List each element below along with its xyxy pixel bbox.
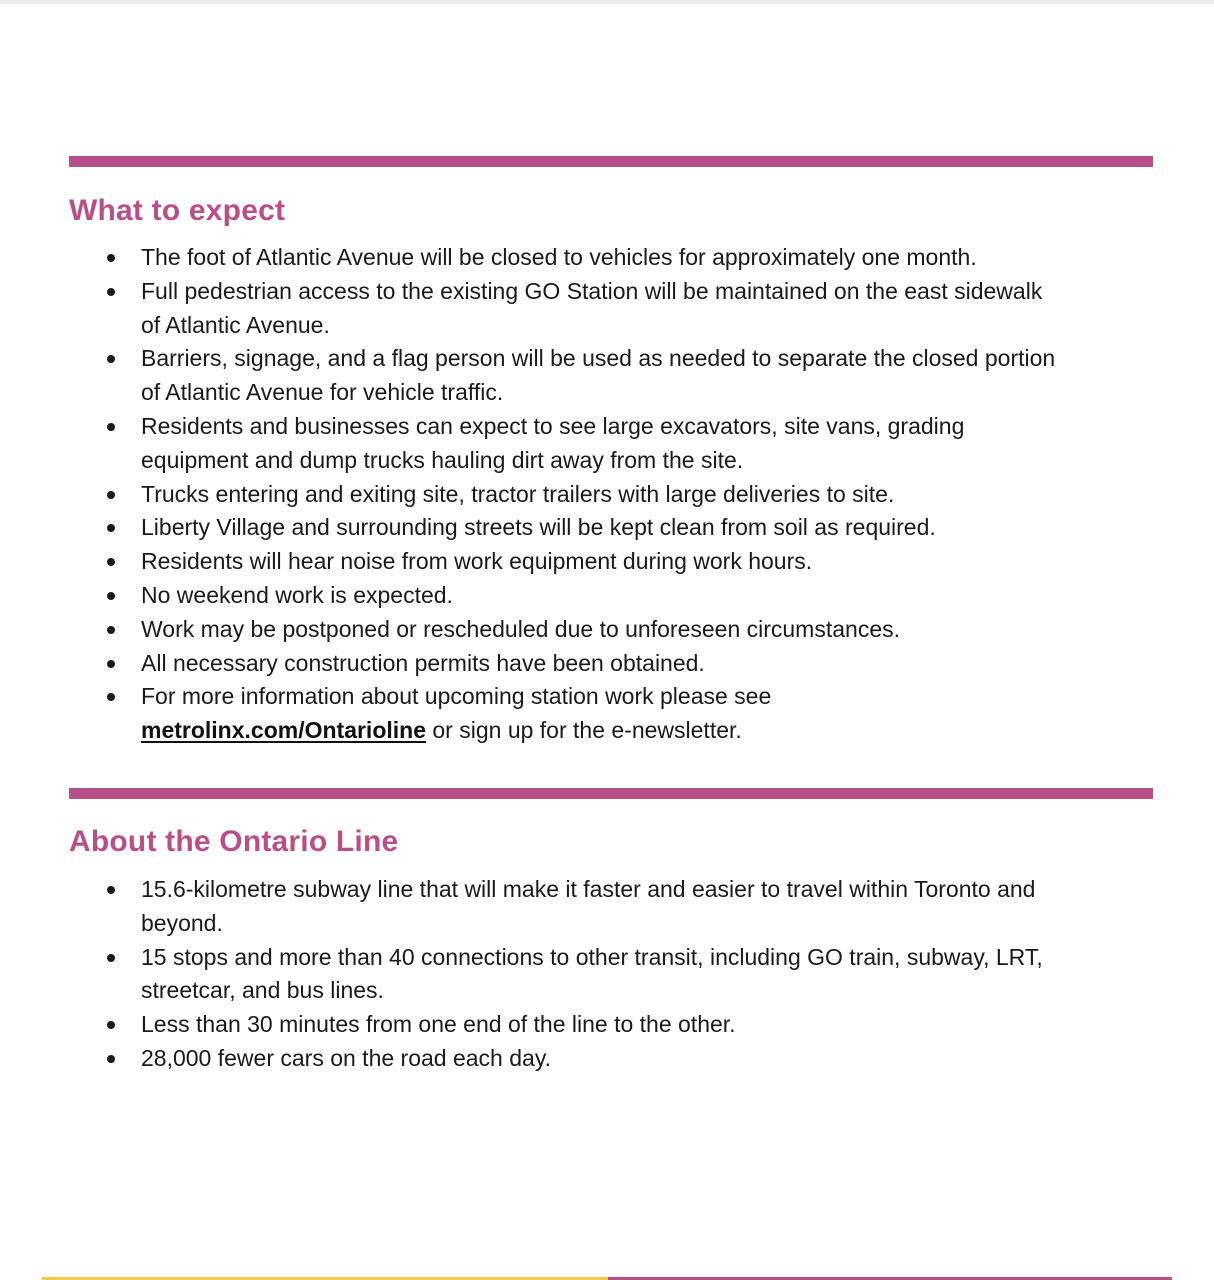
list-item-text: 15 stops and more than 40 connections to other transit, including GO train, subway, LRT, streetcar, and bus lines. bbox=[141, 943, 1043, 1004]
bullet-icon bbox=[107, 423, 115, 431]
more-info-suffix: or sign up for the e-newsletter. bbox=[426, 717, 742, 744]
top-edge-divider bbox=[0, 0, 1214, 4]
list-item-more-info bbox=[0, 680, 1061, 748]
section-heading-what-to-expect: What to expect bbox=[69, 194, 286, 227]
list-item-text: Residents and businesses can expect to see large excavators, site vans, grading equipment and dump trucks hauling dirt away from the site. bbox=[141, 412, 965, 473]
bullet-icon bbox=[107, 491, 115, 499]
list-item bbox=[0, 941, 1061, 1009]
bullet-icon bbox=[107, 1021, 115, 1029]
list-item bbox=[0, 342, 1061, 410]
ontario-line-link[interactable]: metrolinx.com/Ontarioline bbox=[141, 717, 426, 744]
list-item-text: Barriers, signage, and a flag person will be used as needed to separate the closed portion of Atlantic Avenue for vehicle traffic. bbox=[141, 345, 1056, 406]
bullet-icon bbox=[107, 558, 115, 566]
bullet-icon bbox=[107, 355, 115, 363]
list-item bbox=[0, 873, 1061, 941]
list-item-text: Liberty Village and surrounding streets will be kept clean from soil as required. bbox=[141, 514, 936, 541]
bullet-icon bbox=[107, 524, 115, 532]
list-item-text: Less than 30 minutes from one end of the line to the other. bbox=[141, 1011, 736, 1038]
bullet-icon bbox=[107, 626, 115, 634]
list-item bbox=[0, 545, 1061, 579]
bullet-icon bbox=[107, 886, 115, 894]
list-item bbox=[0, 1042, 1061, 1076]
list-item bbox=[0, 1008, 1061, 1042]
what-to-expect-list bbox=[0, 241, 1214, 748]
list-item-text: Full pedestrian access to the existing GO Station will be maintained on the east sidewalk of Atlantic Avenue. bbox=[141, 277, 1043, 338]
list-item-text: Trucks entering and exiting site, tractor trailers with large deliveries to site. bbox=[141, 480, 895, 507]
list-item bbox=[0, 579, 1061, 613]
bullet-icon bbox=[107, 288, 115, 296]
list-item bbox=[0, 241, 1061, 275]
bullet-icon bbox=[107, 1055, 115, 1063]
about-ontario-line-list bbox=[0, 873, 1214, 1076]
list-item-text: Residents will hear noise from work equipment during work hours. bbox=[141, 548, 813, 575]
list-item-text: All necessary construction permits have been obtained. bbox=[141, 649, 705, 676]
bullet-icon bbox=[107, 660, 115, 668]
list-item-text: The foot of Atlantic Avenue will be closed to vehicles for approximately one month. bbox=[141, 244, 977, 270]
section-divider-about bbox=[69, 788, 1153, 799]
list-item bbox=[0, 647, 1061, 681]
section-heading-about-ontario-line: About the Ontario Line bbox=[69, 825, 399, 858]
list-item-text: Work may be postponed or rescheduled due to unforeseen circumstances. bbox=[141, 615, 900, 642]
list-item bbox=[0, 275, 1061, 343]
list-item bbox=[0, 478, 1061, 512]
list-item-text: 28,000 fewer cars on the road each day. bbox=[141, 1044, 552, 1071]
bullet-icon bbox=[107, 693, 115, 701]
section-divider-what-to-expect bbox=[69, 156, 1153, 167]
bullet-icon bbox=[107, 954, 115, 962]
list-item bbox=[0, 511, 1061, 545]
more-info-prefix: For more information about upcoming station work please see bbox=[141, 683, 772, 710]
bullet-icon bbox=[107, 592, 115, 600]
list-item-text: No weekend work is expected. bbox=[141, 581, 453, 608]
list-item-text: 15.6-kilometre subway line that will make it faster and easier to travel within Toronto and beyond. bbox=[141, 876, 1036, 936]
bullet-icon bbox=[107, 254, 115, 262]
list-item bbox=[0, 613, 1061, 647]
list-item bbox=[0, 410, 1061, 478]
